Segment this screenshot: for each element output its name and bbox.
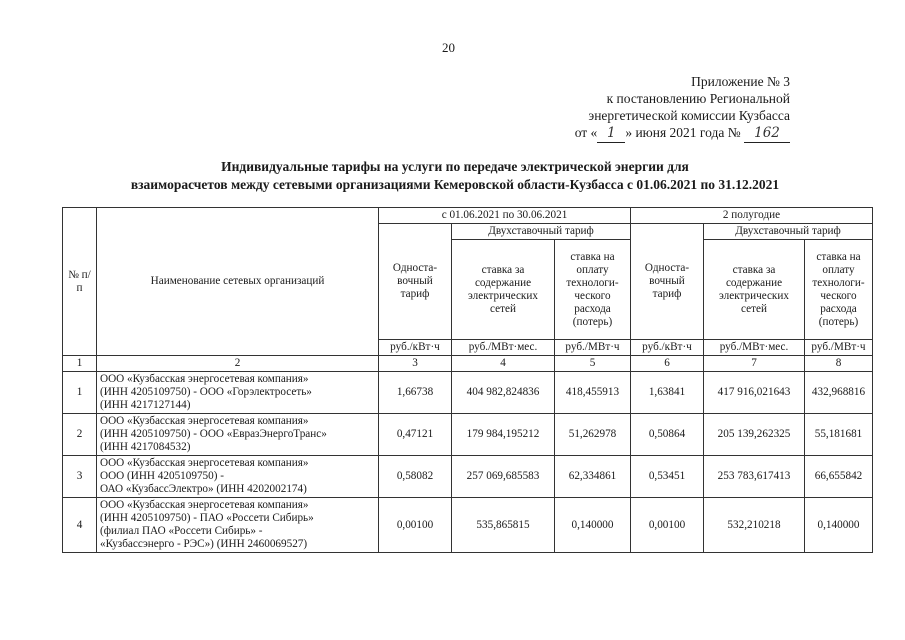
value-cell: 0,50864 (631, 414, 704, 456)
header-loss-rate-1: ставка на оплату технологи-ческого расхода (потерь) (555, 240, 631, 340)
table-row (63, 372, 873, 414)
value-cell: 257 069,685583 (452, 456, 555, 498)
col-num: 7 (704, 356, 805, 372)
date-mid: » июня 2021 года № (625, 125, 741, 140)
value-cell: 432,968816 (805, 372, 873, 414)
document-title (60, 158, 850, 194)
org-name-line: «Кузбассэнерго - РЭС») (ИНН 2460069527) (100, 538, 308, 550)
title-line-2: взаиморасчетов между сетевыми организациями Кемеровской области-Кузбасса с 01.06.2021 по 31.12.2021 (130, 177, 780, 192)
col-num: 5 (555, 356, 631, 372)
row-number: 2 (63, 414, 97, 456)
value-cell: 62,334861 (555, 456, 631, 498)
col-num: 1 (63, 356, 97, 372)
value-cell: 66,655842 (805, 456, 873, 498)
org-name (97, 414, 379, 456)
value-cell: 532,210218 (704, 498, 805, 553)
header-single-rate-2: Односта-вочный тариф (631, 224, 704, 340)
col-num: 4 (452, 356, 555, 372)
row-number: 3 (63, 456, 97, 498)
value-cell: 205 139,262325 (704, 414, 805, 456)
org-name-line: (ИНН 4205109750) - ПАО «Россети Сибирь» (100, 512, 314, 524)
unit-mw-month-1: руб./МВт·мес. (452, 340, 555, 356)
unit-mw-month-2: руб./МВт·мес. (704, 340, 805, 356)
value-cell: 179 984,195212 (452, 414, 555, 456)
org-name-line: ООО «Кузбасская энергосетевая компания» (100, 499, 309, 511)
header-single-rate-1: Односта-вочный тариф (379, 224, 452, 340)
value-cell: 55,181681 (805, 414, 873, 456)
value-cell: 0,53451 (631, 456, 704, 498)
unit-kwh-1: руб./кВт·ч (379, 340, 452, 356)
appendix-block (540, 73, 790, 143)
value-cell: 417 916,021643 (704, 372, 805, 414)
org-name-line: ООО «Кузбасская энергосетевая компания» (100, 415, 309, 427)
value-cell: 0,47121 (379, 414, 452, 456)
org-name (97, 372, 379, 414)
header-two-rate-1: Двухставочный тариф (452, 224, 631, 240)
title-line-1: Индивидуальные тарифы на услуги по передаче электрической энергии для (221, 159, 689, 174)
unit-mwh-2: руб./МВт·ч (805, 340, 873, 356)
value-cell: 0,00100 (631, 498, 704, 553)
value-cell: 1,66738 (379, 372, 452, 414)
header-org-name: Наименование сетевых организаций (97, 208, 379, 356)
header-maint-rate-1: ставка за содержание электрических сетей (452, 240, 555, 340)
org-name-line: ООО «Кузбасская энергосетевая компания» (100, 373, 309, 385)
org-name (97, 498, 379, 553)
value-cell: 0,140000 (805, 498, 873, 553)
value-cell: 404 982,824836 (452, 372, 555, 414)
header-maint-rate-2: ставка за содержание электрических сетей (704, 240, 805, 340)
col-num: 3 (379, 356, 452, 372)
table-row (63, 456, 873, 498)
appendix-date-line (540, 124, 790, 143)
appendix-line-1: Приложение № 3 (691, 74, 790, 89)
header-period-h2: 2 полугодие (631, 208, 873, 224)
value-cell: 51,262978 (555, 414, 631, 456)
org-name-line: (ИНН 4205109750) - ООО «ЕвразЭнергоТранс» (100, 428, 327, 440)
unit-kwh-2: руб./кВт·ч (631, 340, 704, 356)
page-number: 20 (442, 40, 455, 55)
value-cell: 1,63841 (631, 372, 704, 414)
row-number: 4 (63, 498, 97, 553)
date-prefix: от « (574, 125, 598, 140)
org-name (97, 456, 379, 498)
org-name-line: ООО (ИНН 4205109750) - (100, 470, 224, 482)
col-num: 2 (97, 356, 379, 372)
org-name-line: (ИНН 4217127144) (100, 399, 191, 411)
appendix-line-3: энергетической комиссии Кузбасса (588, 108, 790, 123)
value-cell: 0,58082 (379, 456, 452, 498)
tariff-table (62, 207, 873, 553)
org-name-line: (ИНН 4205109750) - ООО «Горэлектросеть» (100, 386, 312, 398)
table-row (63, 414, 873, 456)
header-loss-rate-2: ставка на оплату технологи-ческого расхода (потерь) (805, 240, 873, 340)
org-name-line: ООО «Кузбасская энергосетевая компания» (100, 457, 309, 469)
value-cell: 535,865815 (452, 498, 555, 553)
date-day: 1 (597, 125, 625, 143)
decree-number: 162 (744, 125, 790, 143)
org-name-line: (филиал ПАО «Россети Сибирь» - (100, 525, 263, 537)
table-row (63, 498, 873, 553)
unit-mwh-1: руб./МВт·ч (555, 340, 631, 356)
value-cell: 0,00100 (379, 498, 452, 553)
org-name-line: (ИНН 4217084532) (100, 441, 191, 453)
column-numbers-row (63, 356, 873, 372)
col-num: 8 (805, 356, 873, 372)
value-cell: 253 783,617413 (704, 456, 805, 498)
value-cell: 0,140000 (555, 498, 631, 553)
appendix-line-2: к постановлению Региональной (606, 91, 790, 106)
row-number: 1 (63, 372, 97, 414)
header-two-rate-2: Двухставочный тариф (704, 224, 873, 240)
header-period-june: с 01.06.2021 по 30.06.2021 (379, 208, 631, 224)
value-cell: 418,455913 (555, 372, 631, 414)
col-num: 6 (631, 356, 704, 372)
org-name-line: ОАО «КузбассЭлектро» (ИНН 4202002174) (100, 483, 307, 495)
header-number: № п/п (63, 208, 97, 356)
